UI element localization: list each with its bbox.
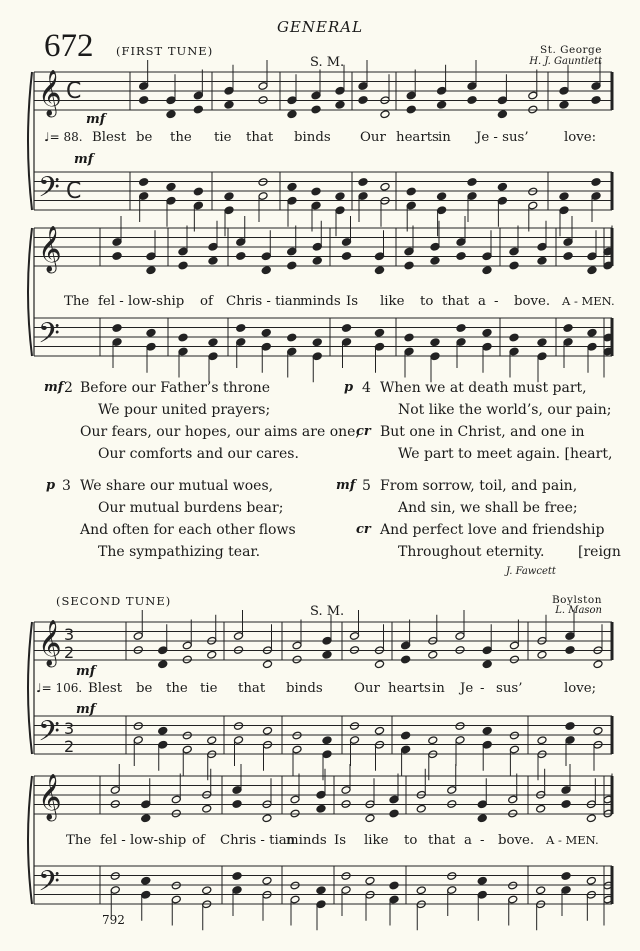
notehead: [565, 646, 575, 655]
system-brace: [28, 776, 32, 904]
verse-dynamic: p: [344, 380, 354, 395]
verse-line: We part to meet again. [heart,: [398, 446, 613, 462]
lyric-syllable: binds: [294, 130, 331, 145]
notehead: [586, 876, 596, 885]
notehead: [593, 660, 603, 669]
notehead: [406, 105, 416, 114]
lyric-syllable: Is: [334, 833, 347, 848]
lyric-syllable: -: [480, 833, 485, 848]
notehead: [587, 328, 597, 337]
notehead: [261, 328, 271, 337]
first-tune-metronome: ♩= 88.: [44, 130, 83, 144]
verse-number: 4: [362, 380, 371, 396]
notehead: [509, 333, 519, 342]
lyric-syllable: Is: [346, 294, 359, 309]
treble-clef-icon: 𝄞: [38, 774, 62, 820]
notehead: [193, 105, 203, 114]
common-time-icon: C: [66, 79, 82, 104]
notehead: [262, 876, 272, 885]
lyric-syllable: be: [136, 681, 153, 696]
notehead: [207, 650, 217, 659]
notehead: [335, 100, 345, 109]
lyric-syllable: the: [166, 681, 188, 696]
notehead: [537, 256, 547, 265]
treble-clef-icon: 𝄞: [38, 226, 62, 272]
notehead: [389, 881, 399, 890]
notehead: [482, 328, 492, 337]
notehead: [312, 338, 322, 347]
second-tune-name: Boylston: [551, 594, 602, 606]
lyric-syllable: that: [442, 294, 470, 309]
notehead: [404, 261, 414, 270]
second-tune-dynamic-bass: mf: [76, 702, 96, 717]
notehead: [591, 96, 601, 105]
notehead: [365, 876, 375, 885]
lyric-syllable: tie: [200, 681, 218, 696]
time-signature-icon: 3: [64, 625, 75, 644]
text-author: J. Fawcett: [506, 566, 556, 577]
notehead: [591, 178, 601, 187]
notehead: [406, 187, 416, 196]
notehead: [559, 100, 569, 109]
bass-clef-icon: 𝄢: [38, 865, 60, 905]
verse-number: 5: [362, 478, 371, 494]
lyric-syllable: fel - low-ship: [98, 294, 185, 309]
lyric-syllable: in: [432, 681, 445, 696]
lyric-syllable: a: [464, 833, 472, 848]
lyric-syllable: The: [66, 833, 92, 848]
notehead: [467, 96, 477, 105]
notehead: [428, 736, 438, 745]
lyric-syllable: bove.: [498, 833, 535, 848]
lyric-syllable: -: [494, 294, 499, 309]
notehead: [587, 266, 597, 275]
lyric-syllable: Chris - tian: [226, 294, 302, 309]
notehead: [565, 722, 575, 731]
lyric-syllable: tie: [214, 130, 232, 145]
treble-clef-icon: 𝄞: [38, 70, 62, 116]
notehead: [563, 324, 573, 333]
notehead: [112, 252, 122, 261]
notehead: [497, 182, 507, 191]
notehead: [482, 266, 492, 275]
notehead: [224, 100, 234, 109]
verse-line: Before our Father’s throne: [80, 380, 271, 396]
notehead: [166, 182, 176, 191]
verse-line: And perfect love and friendship: [380, 522, 605, 538]
notehead: [456, 252, 466, 261]
notehead: [178, 261, 188, 270]
verse-line: And often for each other flows: [80, 522, 296, 538]
notehead: [146, 266, 156, 275]
lyric-syllable: a: [478, 294, 486, 309]
notehead: [561, 800, 571, 809]
notehead: [374, 726, 384, 735]
first-tune-composer: H. J. Gauntlett: [529, 56, 602, 67]
verse-line: We share our mutual woes,: [80, 478, 274, 494]
notehead: [537, 338, 547, 347]
notehead: [401, 655, 411, 664]
bass-clef-icon: 𝄢: [38, 171, 60, 211]
second-tune-dynamic-treble: mf: [76, 664, 96, 679]
lyric-syllable: that: [246, 130, 274, 145]
lyric-syllable: bove.: [514, 294, 551, 309]
notehead: [139, 96, 149, 105]
notehead: [358, 96, 368, 105]
notehead: [537, 650, 547, 659]
verse-line: The sympathizing tear.: [98, 544, 261, 560]
notehead: [428, 650, 438, 659]
notehead: [287, 261, 297, 270]
notehead: [509, 261, 519, 270]
notehead: [374, 660, 384, 669]
system-brace: [28, 622, 32, 754]
verse-line: [reign: [578, 544, 621, 560]
notehead: [316, 804, 326, 813]
lyric-syllable: A - MEN.: [562, 294, 615, 308]
lyric-syllable: binds: [286, 681, 323, 696]
verse-line: When we at death must part,: [380, 380, 587, 396]
running-head: GENERAL: [276, 18, 364, 36]
lyric-syllable: fel - low-ship: [100, 833, 187, 848]
verse-line: Our comforts and our cares.: [98, 446, 299, 462]
verse-line: From sorrow, toil, and pain,: [380, 478, 578, 494]
lyric-syllable: hearts: [388, 681, 431, 696]
notehead: [207, 736, 217, 745]
notehead: [287, 110, 297, 119]
notehead: [404, 333, 414, 342]
lyric-syllable: -: [480, 681, 485, 696]
first-tune-name: St. George: [540, 44, 602, 56]
lyric-syllable: like: [380, 294, 405, 309]
notehead: [141, 814, 151, 823]
notehead: [365, 814, 375, 823]
lyric-syllable: like: [364, 833, 389, 848]
system-brace: [28, 72, 32, 210]
notehead: [559, 192, 569, 201]
notehead: [341, 252, 351, 261]
notehead: [497, 110, 507, 119]
verse-line: And sin, we shall be free;: [398, 500, 578, 516]
lyric-syllable: to: [420, 294, 434, 309]
time-signature-icon: 2: [64, 643, 75, 662]
verse-line: Our mutual burdens bear;: [98, 500, 284, 516]
notehead: [208, 256, 218, 265]
lyric-syllable: to: [404, 833, 418, 848]
notehead: [380, 182, 390, 191]
notehead: [536, 804, 546, 813]
lyric-syllable: of: [192, 833, 205, 848]
verse-line: Throughout eternity.: [398, 544, 545, 560]
notehead: [430, 338, 440, 347]
lyric-syllable: A - MEN.: [546, 833, 599, 847]
second-tune-composer: L. Mason: [555, 605, 602, 616]
notehead: [401, 731, 411, 740]
lyric-syllable: minds: [286, 833, 327, 848]
notehead: [358, 178, 368, 187]
bass-clef-icon: 𝄢: [38, 317, 60, 357]
notehead: [236, 324, 246, 333]
verse-line: Not like the world’s, our pain;: [398, 402, 612, 418]
page-number: 792: [102, 913, 125, 927]
lyric-syllable: be: [136, 130, 153, 145]
notehead: [416, 886, 426, 895]
notehead: [430, 256, 440, 265]
notehead: [202, 886, 212, 895]
notehead: [467, 178, 477, 187]
lyric-syllable: of: [200, 294, 213, 309]
notehead: [477, 814, 487, 823]
notehead: [537, 736, 547, 745]
verse-line: Our fears, our hopes, our aims are one;: [80, 424, 361, 440]
notehead: [456, 324, 466, 333]
notehead: [112, 324, 122, 333]
second-tune-meter: S. M.: [310, 604, 345, 619]
first-tune-dynamic-bass: mf: [74, 152, 94, 167]
verse-number: 3: [62, 478, 71, 494]
notehead: [141, 876, 151, 885]
verse-line: But one in Christ, and one in: [380, 424, 585, 440]
lyric-syllable: Our: [354, 681, 380, 696]
notehead: [311, 187, 321, 196]
verse-dynamic: p: [46, 478, 56, 493]
notehead: [146, 328, 156, 337]
notehead: [437, 100, 447, 109]
verse-line: We pour united prayers;: [98, 402, 271, 418]
notehead: [536, 886, 546, 895]
verse-dynamic: mf: [44, 380, 64, 395]
notehead: [561, 872, 571, 881]
lyric-syllable: Blest: [92, 130, 127, 145]
notehead: [261, 266, 271, 275]
bass-clef-icon: 𝄢: [38, 715, 60, 755]
notehead: [437, 192, 447, 201]
notehead: [316, 886, 326, 895]
notehead: [311, 105, 321, 114]
notehead: [287, 333, 297, 342]
notehead: [202, 804, 212, 813]
notehead: [232, 800, 242, 809]
first-tune-dynamic-treble: mf: [86, 112, 106, 127]
second-tune-metronome: ♩= 106.: [36, 681, 83, 695]
time-signature-icon: 3: [64, 719, 75, 738]
lyric-syllable: that: [238, 681, 266, 696]
notehead: [158, 726, 168, 735]
notehead: [374, 266, 384, 275]
notehead: [236, 252, 246, 261]
notehead: [287, 182, 297, 191]
notehead: [232, 872, 242, 881]
first-tune-label: (FIRST TUNE): [116, 44, 214, 58]
lyric-syllable: Our: [360, 130, 386, 145]
system-brace: [28, 228, 32, 356]
notehead: [586, 814, 596, 823]
notehead: [322, 650, 332, 659]
lyric-syllable: hearts: [396, 130, 439, 145]
notehead: [139, 178, 149, 187]
lyric-syllable: love:: [564, 130, 597, 145]
notehead: [322, 736, 332, 745]
hymn-number: 672: [44, 28, 94, 64]
notehead: [335, 192, 345, 201]
notehead: [166, 110, 176, 119]
lyric-syllable: Je: [460, 681, 474, 696]
notehead: [193, 187, 203, 196]
verse-crescendo: cr: [356, 424, 371, 439]
second-tune-label: (SECOND TUNE): [56, 594, 172, 608]
notehead: [208, 338, 218, 347]
notehead: [389, 809, 399, 818]
common-time-icon: C: [66, 179, 82, 204]
verse-number: 2: [64, 380, 73, 396]
notehead: [341, 324, 351, 333]
notehead: [374, 328, 384, 337]
lyric-syllable: that: [428, 833, 456, 848]
notehead: [482, 726, 492, 735]
notehead: [262, 726, 272, 735]
lyric-syllable: love;: [564, 681, 597, 696]
notehead: [482, 660, 492, 669]
notehead: [262, 660, 272, 669]
lyric-syllable: Chris - tian: [220, 833, 296, 848]
first-tune-meter: S. M.: [310, 55, 345, 70]
lyric-syllable: Je - sus’: [476, 130, 529, 145]
time-signature-icon: 2: [64, 737, 75, 756]
notehead: [158, 660, 168, 669]
notehead: [380, 110, 390, 119]
notehead: [262, 814, 272, 823]
lyric-syllable: The: [64, 294, 90, 309]
lyric-syllable: sus’: [496, 681, 523, 696]
verse-dynamic: mf: [336, 478, 356, 493]
lyric-syllable: in: [438, 130, 451, 145]
notehead: [312, 256, 322, 265]
lyric-syllable: minds: [300, 294, 341, 309]
lyric-syllable: the: [170, 130, 192, 145]
notehead: [477, 876, 487, 885]
notehead: [224, 192, 234, 201]
treble-clef-icon: 𝄞: [38, 620, 62, 666]
lyric-syllable: Blest: [88, 681, 123, 696]
notehead: [593, 726, 603, 735]
verse-crescendo: cr: [356, 522, 371, 537]
notehead: [416, 804, 426, 813]
notehead: [563, 252, 573, 261]
notehead: [178, 333, 188, 342]
